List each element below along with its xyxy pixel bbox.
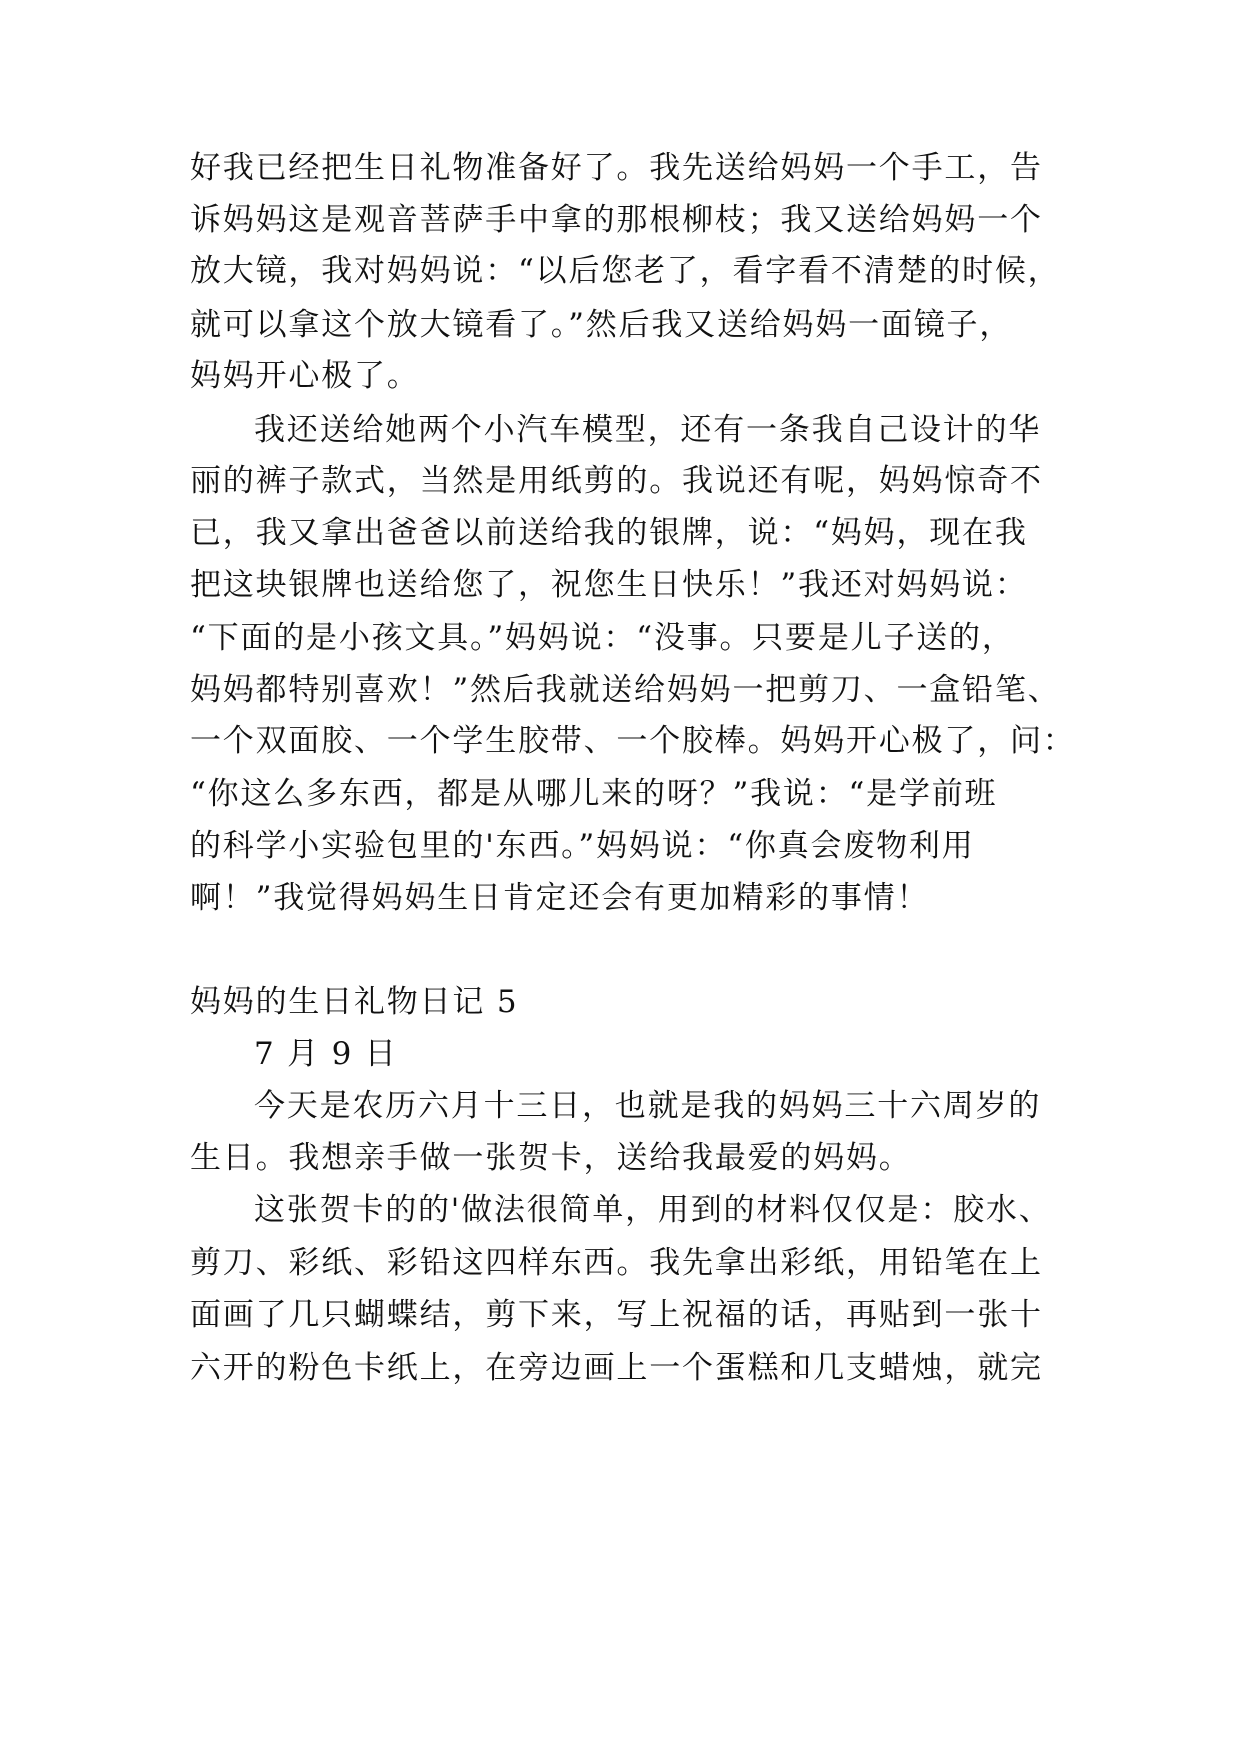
text-line: 就可以拿这个放大镜看了。”然后我又送给妈妈一面镜子， <box>190 307 1013 343</box>
diary-date: 7 月 9 日 <box>254 1036 398 1072</box>
paragraph-first-line: 我还送给她两个小汽车模型，还有一条我自己设计的华 <box>254 412 1042 448</box>
text-line: 面画了几只蝴蝶结，剪下来，写上祝福的话，再贴到一张十 <box>190 1297 1043 1333</box>
text-line: 诉妈妈这是观音菩萨手中拿的那根柳枝；我又送给妈妈一个 <box>190 202 1043 238</box>
text-line: 妈妈开心极了。 <box>190 358 420 394</box>
text-line: 好我已经把生日礼物准备好了。我先送给妈妈一个手工，告 <box>190 150 1043 186</box>
section-heading: 妈妈的生日礼物日记 5 <box>190 984 519 1020</box>
text-line: 剪刀、彩纸、彩铅这四样东西。我先拿出彩纸，用铅笔在上 <box>190 1245 1043 1281</box>
text-line: 放大镜，我对妈妈说：“以后您老了，看字看不清楚的时候， <box>190 253 1061 289</box>
text-line: 生日。我想亲手做一张贺卡，送给我最爱的妈妈。 <box>190 1140 912 1176</box>
text-line: 已，我又拿出爸爸以前送给我的银牌，说：“妈妈，现在我 <box>190 515 1028 551</box>
text-line: “下面的是小孩文具。”妈妈说：“没事。只要是儿子送的， <box>190 620 1015 656</box>
text-line: 一个双面胶、一个学生胶带、一个胶棒。妈妈开心极了，问： <box>190 723 1076 759</box>
text-line: 六开的粉色卡纸上，在旁边画上一个蛋糕和几支蜡烛，就完 <box>190 1350 1043 1386</box>
text-line: 丽的裤子款式，当然是用纸剪的。我说还有呢，妈妈惊奇不 <box>190 463 1043 499</box>
paragraph-first-line: 今天是农历六月十三日，也就是我的妈妈三十六周岁的 <box>254 1088 1042 1124</box>
text-line: “你这么多东西，都是从哪儿来的呀？”我说：“是学前班 <box>190 776 998 812</box>
text-line: 的科学小实验包里的'东西。”妈妈说：“你真会废物利用 <box>190 828 975 864</box>
text-line: 妈妈都特别喜欢！”然后我就送给妈妈一把剪刀、一盒铅笔、 <box>190 672 1061 708</box>
text-line: 把这块银牌也送给您了，祝您生日快乐！”我还对妈妈说： <box>190 567 1028 603</box>
paragraph-first-line: 这张贺卡的的'做法很简单，用到的材料仅仅是：胶水、 <box>254 1192 1052 1228</box>
text-line: 啊！”我觉得妈妈生日肯定还会有更加精彩的事情！ <box>190 880 930 916</box>
